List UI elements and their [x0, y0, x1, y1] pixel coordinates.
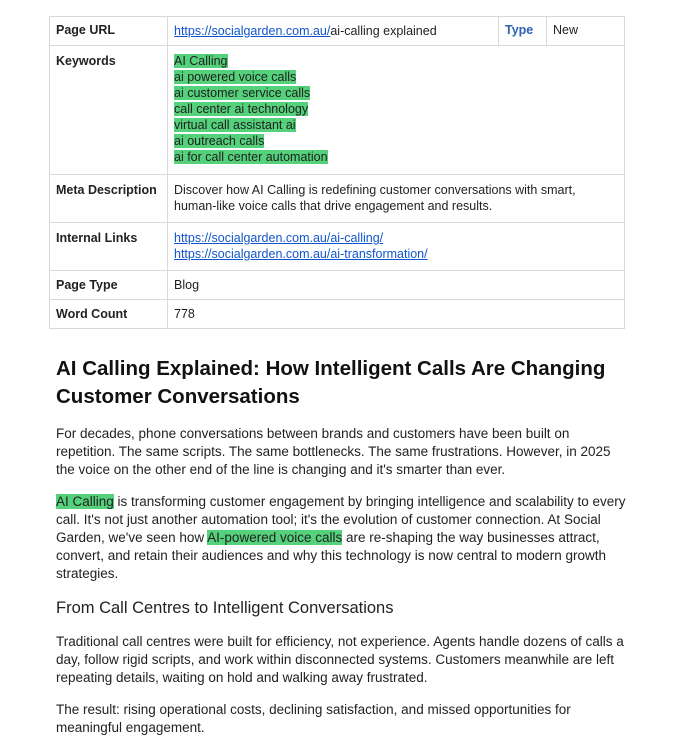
keyword-item: ai powered voice calls — [174, 70, 297, 84]
page-url-value — [168, 17, 499, 46]
type-label: Type — [499, 17, 547, 46]
page-url-label: Page URL — [50, 17, 168, 46]
keywords-label: Keywords — [50, 46, 168, 175]
page-type-value: Blog — [168, 271, 625, 300]
ai-calling-paragraph: AI Calling is transforming customer engagement by bringing intelligence and scalability to every call. It's not just another automation tool; it's the evolution of customer connection. At Social Garden, we've seen how AI-powered voice calls are re-shaping the way businesses attract, convert, and retain their audiences and why this technology is now central to modern growth strategies. — [56, 494, 626, 581]
section-heading: From Call Centres to Intelligent Conversations — [56, 599, 394, 617]
keyword-item: ai customer service calls — [174, 86, 311, 100]
meta-description-text: Discover how AI Calling is redefining customer conversations with smart, human-like voice calls that drive engagement and results. — [168, 175, 625, 223]
internal-links-row — [50, 223, 625, 271]
article-body — [56, 355, 631, 751]
page-url-suffix: ai-calling explained — [330, 24, 437, 38]
intro-paragraph: For decades, phone conversations between brands and customers have been built on repetition. The same scripts. The same bottlenecks. The same frustrations. However, in 2025 the voice on the other end of the line is changing and it's smarter than ever. — [56, 426, 611, 477]
internal-links-label: Internal Links — [50, 223, 168, 271]
page-meta-table — [49, 16, 625, 329]
internal-link[interactable]: https://socialgarden.com.au/ai-transformation/ — [174, 247, 428, 261]
result-paragraph: The result: rising operational costs, declining satisfaction, and missed opportunities for meaningful engagement. — [56, 702, 571, 735]
word-count-label: Word Count — [50, 300, 168, 329]
keywords-row — [50, 46, 625, 175]
keywords-list — [168, 46, 625, 175]
keyword-item: call center ai technology — [174, 102, 309, 116]
call-centres-paragraph: Traditional call centres were built for efficiency, not experience. Agents handle dozens of calls a day, follow rigid scripts, and work within disconnected systems. Customers meanwhile are left repeating details, waiting on hold and walking away frustrated. — [56, 634, 624, 685]
highlight-ai-powered-voice-calls: AI-powered voice calls — [207, 530, 343, 545]
keyword-item: ai for call center automation — [174, 150, 328, 164]
keyword-item: virtual call assistant ai — [174, 118, 296, 132]
page-type-row — [50, 271, 625, 300]
meta-description-label: Meta Description — [50, 175, 168, 223]
keyword-item: AI Calling — [174, 54, 228, 68]
highlight-ai-calling: AI Calling — [56, 494, 114, 509]
page-url-link[interactable]: https://socialgarden.com.au/ — [174, 24, 331, 38]
word-count-value: 778 — [168, 300, 625, 329]
page-url-row — [50, 17, 625, 46]
word-count-row — [50, 300, 625, 329]
meta-description-row — [50, 175, 625, 223]
internal-links-list — [168, 223, 625, 271]
type-value: New — [547, 17, 625, 46]
article-title: AI Calling Explained: How Intelligent Calls Are Changing Customer Conversations — [56, 357, 606, 408]
keyword-item: ai outreach calls — [174, 134, 265, 148]
internal-link[interactable]: https://socialgarden.com.au/ai-calling/ — [174, 231, 384, 245]
page-type-label: Page Type — [50, 271, 168, 300]
